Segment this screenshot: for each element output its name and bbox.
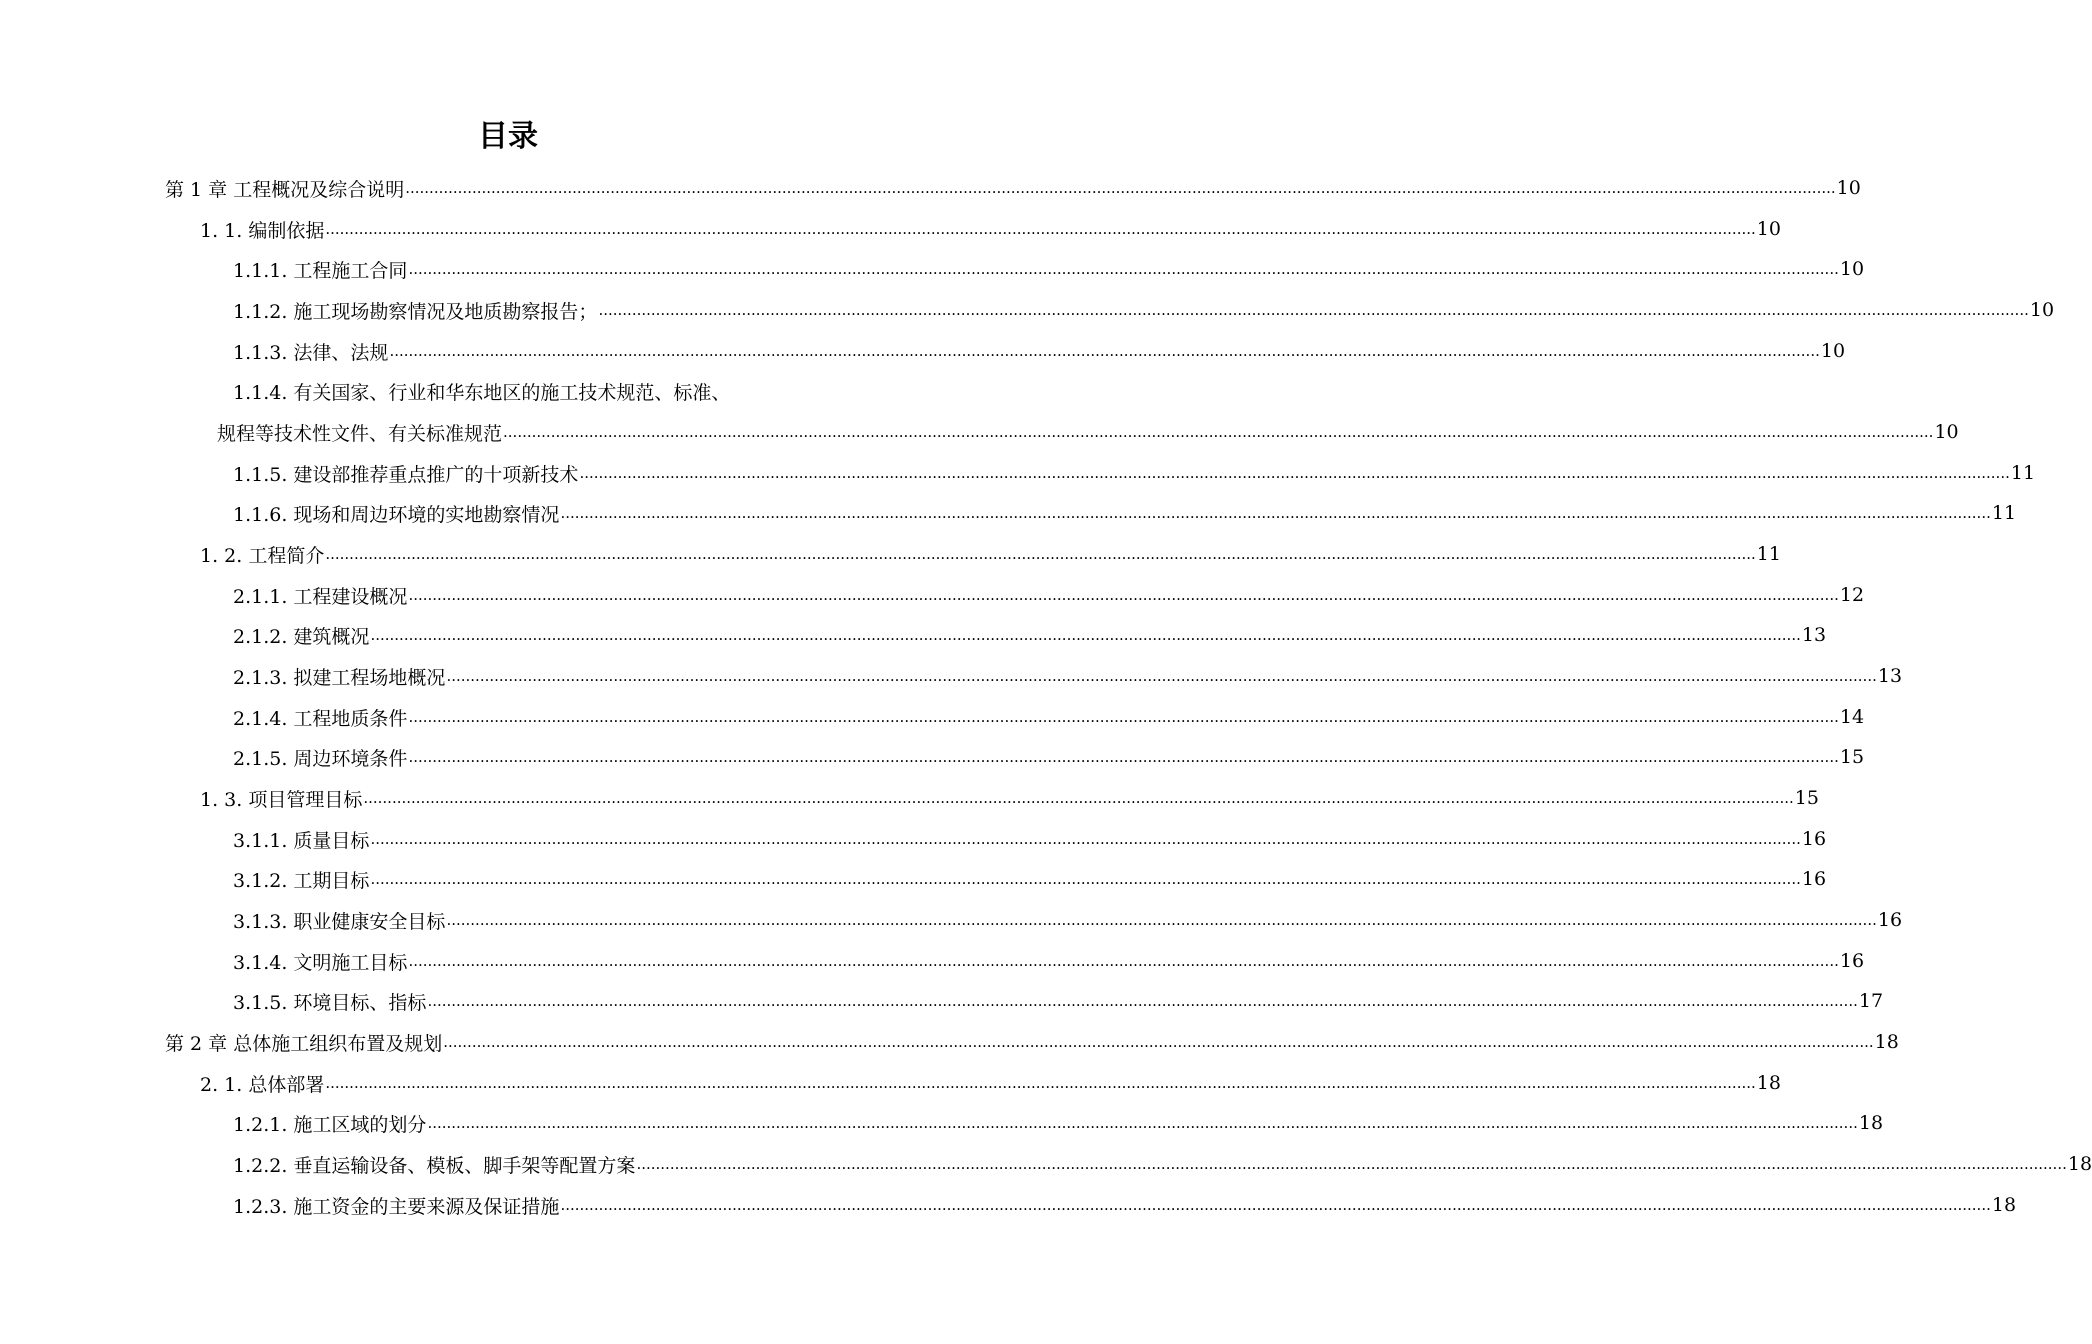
toc-entry-subsection[interactable] — [233, 453, 2036, 493]
toc-entry-subsection[interactable] — [233, 697, 1865, 737]
toc-dot-leader: ............................................................................................................................................................................................................................................................................................................ — [408, 952, 1839, 970]
toc-entry-subsection[interactable] — [233, 493, 2017, 533]
toc-entry-page: 14 — [1839, 706, 1865, 728]
toc-entry-label: 规程等技术性文件、有关标准规范 — [217, 422, 503, 445]
toc-entry-label: 1.2.1. 施工区域的划分 — [233, 1113, 427, 1136]
toc-entry-page: 10 — [1820, 340, 1846, 362]
toc-entry-page: 11 — [2010, 462, 2036, 484]
toc-dot-leader: ............................................................................................................................................................................................................................................................................................................ — [636, 1155, 2067, 1173]
toc-dot-leader: ............................................................................................................................................................................................................................................................................................................ — [363, 789, 1794, 807]
toc-entry-subsection[interactable] — [233, 941, 1865, 981]
toc-entry-subsection-continuation[interactable] — [217, 412, 1959, 452]
toc-dot-leader: ............................................................................................................................................................................................................................................................................................................ — [325, 220, 1756, 238]
toc-dot-leader: ............................................................................................................................................................................................................................................................................................................ — [408, 708, 1839, 726]
toc-dot-leader: ............................................................................................................................................................................................................................................................................................................ — [427, 992, 1858, 1010]
toc-entry-label: 3.1.4. 文明施工目标 — [233, 951, 408, 974]
toc-entry-page: 10 — [1839, 258, 1865, 280]
toc-dot-leader: ............................................................................................................................................................................................................................................................................................................ — [427, 1114, 1858, 1132]
toc-entry-subsection[interactable] — [233, 737, 1865, 777]
toc-dot-leader: ............................................................................................................................................................................................................................................................................................................ — [370, 830, 1801, 848]
toc-dot-leader: ............................................................................................................................................................................................................................................................................................................ — [579, 464, 2010, 482]
toc-entry-page: 13 — [1801, 624, 1827, 646]
toc-dot-leader: ............................................................................................................................................................................................................................................................................................................ — [408, 260, 1839, 278]
toc-entry-label: 3.1.2. 工期目标 — [233, 869, 370, 892]
toc-entry-page: 15 — [1794, 787, 1819, 809]
toc-entry-subsection[interactable] — [233, 900, 1903, 940]
toc-entry-subsection[interactable] — [233, 819, 1827, 859]
toc-entry-label: 2.1.2. 建筑概况 — [233, 625, 370, 648]
toc-entry-label: 1.1.4. 有关国家、行业和华东地区的施工技术规范、标准、 — [233, 381, 731, 404]
toc-entry-subsection[interactable] — [233, 575, 1865, 615]
toc-dot-leader: ............................................................................................................................................................................................................................................................................................................ — [408, 586, 1839, 604]
toc-entry-subsection[interactable] — [233, 331, 1846, 371]
toc-entry-label: 1.2.3. 施工资金的主要来源及保证措施 — [233, 1195, 560, 1218]
toc-entry-page: 10 — [2029, 299, 2055, 321]
toc-dot-leader: ............................................................................................................................................................................................................................................................................................................ — [405, 179, 1836, 197]
toc-entry-chapter-2[interactable] — [165, 1022, 1899, 1062]
toc-entry-subsection[interactable] — [233, 615, 1827, 655]
toc-entry-section[interactable] — [200, 1063, 1781, 1103]
toc-entry-subsection[interactable] — [233, 981, 1884, 1021]
toc-entry-label: 2.1.5. 周边环境条件 — [233, 747, 408, 770]
toc-entry-page: 18 — [1756, 1072, 1781, 1094]
toc-entry-section[interactable] — [200, 209, 1781, 249]
toc-dot-leader: ............................................................................................................................................................................................................................................................................................................ — [560, 1196, 1991, 1214]
toc-entry-subsection[interactable] — [233, 1144, 2092, 1184]
toc-entry-label: 2. 1. 总体部署 — [200, 1073, 325, 1096]
toc-entry-subsection[interactable] — [233, 859, 1827, 899]
toc-entry-page: 11 — [1756, 543, 1781, 565]
toc-dot-leader: ............................................................................................................................................................................................................................................................................................................ — [443, 1033, 1874, 1051]
toc-entry-subsection-wrapped[interactable] — [233, 371, 730, 411]
toc-entry-label: 3.1.3. 职业健康安全目标 — [233, 910, 446, 933]
toc-entry-page: 16 — [1801, 868, 1827, 890]
toc-entry-label: 3.1.5. 环境目标、指标 — [233, 991, 427, 1014]
toc-entry-subsection[interactable] — [233, 1185, 2017, 1225]
toc-entry-page: 18 — [2067, 1153, 2092, 1175]
toc-entry-label: 第 1 章 工程概况及综合说明 — [165, 178, 405, 201]
toc-entry-page: 17 — [1858, 990, 1884, 1012]
toc-entry-page: 16 — [1839, 950, 1865, 972]
toc-dot-leader: ............................................................................................................................................................................................................................................................................................................ — [560, 504, 1991, 522]
toc-entry-label: 1. 2. 工程简介 — [200, 544, 325, 567]
toc-entry-label: 1.1.2. 施工现场勘察情况及地质勘察报告； — [233, 300, 598, 323]
toc-entry-page: 11 — [1991, 502, 2017, 524]
toc-entry-page: 18 — [1991, 1194, 2017, 1216]
toc-entry-page: 12 — [1839, 584, 1865, 606]
toc-dot-leader: ............................................................................................................................................................................................................................................................................................................ — [598, 301, 2029, 319]
toc-entry-label: 第 2 章 总体施工组织布置及规划 — [165, 1032, 443, 1055]
toc-dot-leader: ............................................................................................................................................................................................................................................................................................................ — [446, 911, 1877, 929]
toc-dot-leader: ............................................................................................................................................................................................................................................................................................................ — [325, 545, 1756, 563]
toc-entry-subsection[interactable] — [233, 249, 1865, 289]
toc-entry-label: 2.1.3. 拟建工程场地概况 — [233, 666, 446, 689]
toc-entry-page: 15 — [1839, 746, 1865, 768]
toc-entry-page: 10 — [1934, 421, 1959, 443]
toc-dot-leader: ............................................................................................................................................................................................................................................................................................................ — [446, 667, 1877, 685]
toc-entry-label: 1.2.2. 垂直运输设备、模板、脚手架等配置方案 — [233, 1154, 636, 1177]
toc-entry-label: 1. 1. 编制依据 — [200, 219, 325, 242]
toc-title: 目录 — [478, 119, 538, 154]
toc-dot-leader: ............................................................................................................................................................................................................................................................................................................ — [503, 423, 1934, 441]
toc-entry-page: 10 — [1756, 218, 1781, 240]
toc-entry-subsection[interactable] — [233, 1103, 1884, 1143]
toc-dot-leader: ............................................................................................................................................................................................................................................................................................................ — [325, 1074, 1756, 1092]
toc-entry-label: 2.1.1. 工程建设概况 — [233, 585, 408, 608]
toc-dot-leader: ............................................................................................................................................................................................................................................................................................................ — [370, 626, 1801, 644]
toc-entry-section[interactable] — [200, 778, 1819, 818]
toc-dot-leader: ............................................................................................................................................................................................................................................................................................................ — [370, 870, 1801, 888]
toc-entry-page: 16 — [1801, 828, 1827, 850]
toc-entry-section[interactable] — [200, 534, 1781, 574]
toc-entry-subsection[interactable] — [233, 290, 2055, 330]
toc-entry-label: 1.1.5. 建设部推荐重点推广的十项新技术 — [233, 463, 579, 486]
toc-entry-page: 10 — [1836, 177, 1861, 199]
toc-entry-page: 13 — [1877, 665, 1903, 687]
toc-entry-label: 1.1.6. 现场和周边环境的实地勘察情况 — [233, 503, 560, 526]
toc-entry-page: 16 — [1877, 909, 1903, 931]
toc-entry-page: 18 — [1858, 1112, 1884, 1134]
toc-entry-page: 18 — [1874, 1031, 1899, 1053]
toc-dot-leader: ............................................................................................................................................................................................................................................................................................................ — [389, 342, 1820, 360]
toc-entry-label: 1. 3. 项目管理目标 — [200, 788, 363, 811]
toc-entry-label: 1.1.3. 法律、法规 — [233, 341, 389, 364]
toc-entry-label: 3.1.1. 质量目标 — [233, 829, 370, 852]
toc-entry-chapter-1[interactable] — [165, 168, 1861, 208]
toc-entry-subsection[interactable] — [233, 656, 1903, 696]
toc-dot-leader: ............................................................................................................................................................................................................................................................................................................ — [408, 748, 1839, 766]
toc-entry-label: 1.1.1. 工程施工合同 — [233, 259, 408, 282]
toc-entry-label: 2.1.4. 工程地质条件 — [233, 707, 408, 730]
